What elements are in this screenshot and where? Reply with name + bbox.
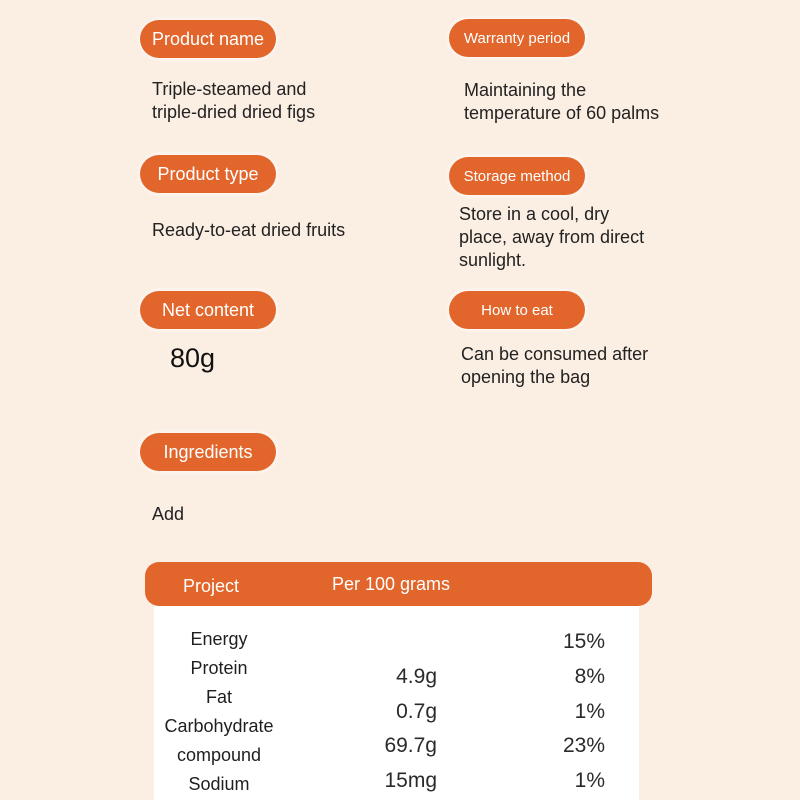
net-content-value: 80g — [170, 343, 216, 373]
nutrient-name: Energy — [190, 629, 248, 649]
nutrient-name: Protein — [190, 658, 248, 678]
warranty-period-label: Warranty period — [449, 19, 585, 57]
nutrient-amount: 69.7g — [384, 734, 437, 757]
storage-method-value: Store in a cool, dry place, away from direct sunlight. — [459, 204, 645, 270]
per-100-grams-header: Per 100 grams — [332, 574, 451, 594]
how-to-eat-label: How to eat — [449, 291, 585, 329]
nutrient-percent: 15% — [562, 630, 605, 653]
product-name-label: Product name — [140, 20, 276, 58]
nutrient-amount: 0.7g — [396, 700, 437, 723]
nutrient-name: Fat — [205, 687, 232, 707]
product-name-value: Triple-steamed and triple-dried dried figs — [152, 79, 316, 122]
nutrient-percent: 8% — [574, 665, 605, 688]
product-type-value: Ready-to-eat dried fruits — [152, 220, 346, 240]
nutrient-name: Carbohydrate — [164, 716, 274, 736]
project-header: Project — [183, 576, 240, 596]
warranty-period-value: Maintaining the temperature of 60 palms — [464, 80, 660, 123]
net-content-label: Net content — [140, 291, 276, 329]
ingredients-value: Add — [152, 504, 185, 524]
nutrient-amount: 4.9g — [396, 665, 437, 688]
how-to-eat-value: Can be consumed after opening the bag — [461, 344, 649, 387]
nutrient-percent: 1% — [574, 700, 605, 723]
ingredients-label: Ingredients — [140, 433, 276, 471]
product-type-label: Product type — [140, 155, 276, 193]
nutrient-amount: 15mg — [384, 769, 437, 792]
nutrient-name: Sodium — [188, 774, 250, 794]
nutrition-table — [154, 606, 639, 800]
nutrient-percent: 1% — [574, 769, 605, 792]
storage-method-label: Storage method — [449, 157, 585, 195]
nutrient-percent: 23% — [562, 734, 605, 757]
nutrition-header — [145, 562, 652, 606]
nutrient-name: compound — [176, 745, 262, 765]
